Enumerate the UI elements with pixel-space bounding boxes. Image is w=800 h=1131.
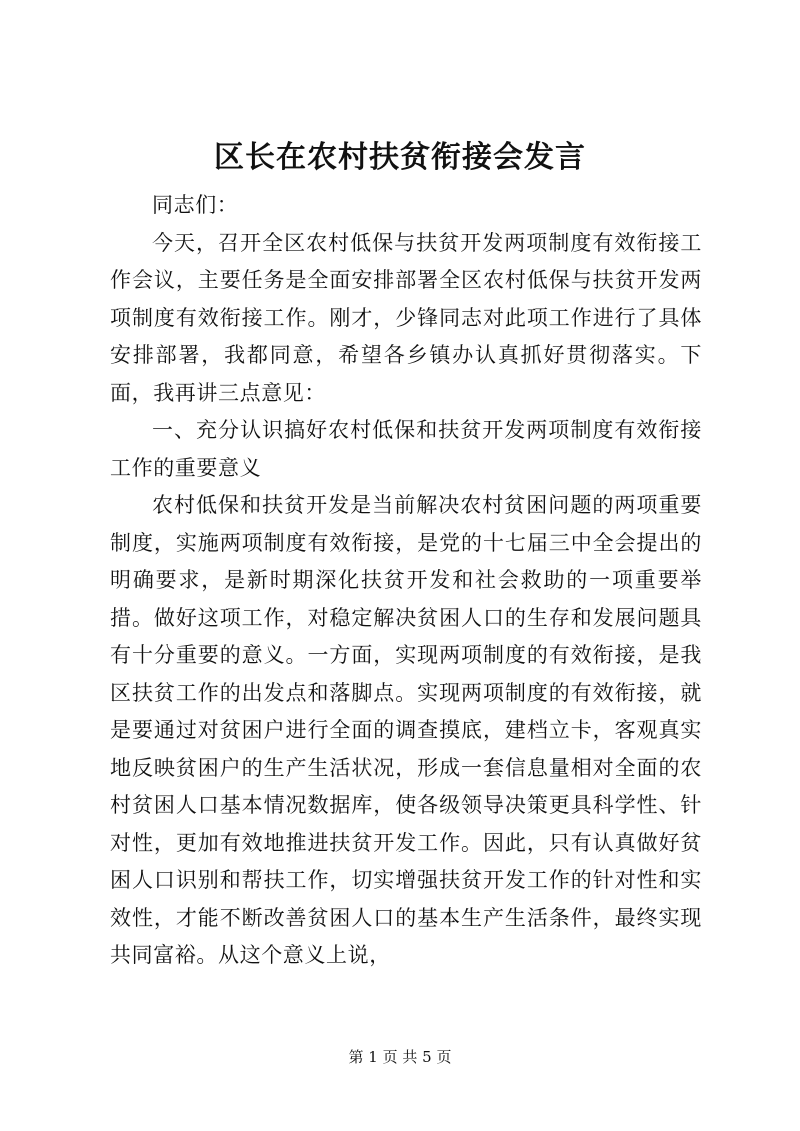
document-body bbox=[110, 187, 702, 975]
section-heading-paragraph: 一、充分认识搞好农村低保和扶贫开发两项制度有效衔接工作的重要意义 bbox=[110, 418, 702, 480]
page-footer: 第 1 页 共 5 页 bbox=[348, 1048, 452, 1066]
intro-paragraph: 今天，召开全区农村低保与扶贫开发两项制度有效衔接工作会议，主要任务是全面安排部署全区农村低保与扶贫开发两项制度有效衔接工作。刚才，少锋同志对此项工作进行了具体安排部署，我都同意，希望各乡镇办认真抓好贯彻落实。下面，我再讲三点意见： bbox=[110, 230, 702, 405]
body-paragraph: 农村低保和扶贫开发是当前解决农村贫困问题的两项重要制度，实施两项制度有效衔接，是党的十七届三中全会提出的明确要求，是新时期深化扶贫开发和社会救助的一项重要举措。做好这项工作，对稳定解决贫困人口的生存和发展问题具有十分重要的意义。一方面，实现两项制度的有效衔接，是我区扶贫工作的出发点和落脚点。实现两项制度的有效衔接，就是要通过对贫困户进行全面的调查摸底，建档立卡，客观真实地反映贫困户的生产生活状况，形成一套信息量相对全面的农村贫困人口基本情况数据库，使各级领导决策更具科学性、针对性，更加有效地推进扶贫开发工作。因此，只有认真做好贫困人口识别和帮扶工作，切实增强扶贫开发工作的针对性和实效性，才能不断改善贫困人口的基本生产生活条件，最终实现共同富裕。从这个意义上说， bbox=[110, 493, 702, 967]
document-title: 区长在农村扶贫衔接会发言 bbox=[214, 140, 586, 175]
salutation-paragraph: 同志们： bbox=[152, 193, 239, 217]
